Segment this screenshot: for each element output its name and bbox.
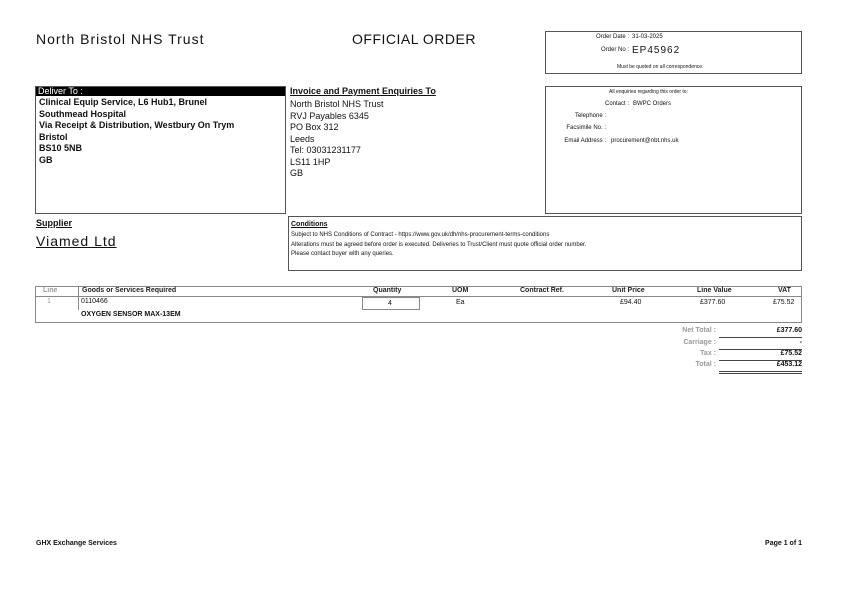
row-line-value: £377.60 (700, 299, 726, 306)
enquiries-box (545, 86, 802, 214)
col-header-uom: UOM (452, 287, 469, 294)
conditions-box (288, 216, 802, 271)
deliver-line: BS10 5NB (39, 143, 83, 153)
order-date-label: Order Date : (595, 34, 629, 40)
col-header-unit-price: Unit Price (612, 287, 645, 294)
trust-name: North Bristol NHS Trust (36, 31, 205, 47)
invoice-address (290, 99, 384, 180)
total-value: £453.12 (776, 361, 802, 368)
invoice-line: LS11 1HP (290, 156, 331, 167)
conditions-line: Please contact buyer with any queries. (291, 251, 394, 257)
deliver-to-box (35, 86, 286, 214)
invoice-line: Leeds (290, 133, 315, 144)
order-info-box (545, 31, 802, 74)
invoice-line: RVJ Payables 6345 (290, 110, 369, 121)
totals-double-underline (719, 373, 802, 374)
facsimile-label: Facsimile No. : (566, 125, 606, 131)
row-uom: Ea (456, 299, 465, 306)
footer-page-number: Page 1 of 1 (765, 540, 802, 547)
col-header-goods: Goods or Services Required (82, 287, 177, 294)
col-header-vat: VAT (778, 287, 791, 294)
conditions-text (291, 231, 586, 260)
email-value: procurement@nbt.nhs.uk (611, 138, 679, 144)
contact-label: Contact : (604, 101, 629, 107)
footer-left: GHX Exchange Services (36, 540, 117, 547)
invoice-line: PO Box 312 (290, 122, 339, 132)
enquiries-note: All enquiries regarding this order to: (609, 89, 688, 95)
totals-underline (719, 337, 802, 338)
deliver-line: Via Receipt & Distribution, Westbury On Trym (39, 120, 235, 130)
document-title: OFFICIAL ORDER (352, 31, 476, 47)
deliver-line: Clinical Equip Service, L6 Hub1, Brunel (39, 97, 208, 107)
col-header-line-value: Line Value (697, 287, 732, 294)
row-item-description: OXYGEN SENSOR MAX-13EM (81, 311, 181, 318)
carriage-label: Carriage : (683, 339, 716, 346)
row-item-code: 0110466 (81, 298, 108, 305)
telephone-label: Telephone : (574, 113, 606, 119)
invoice-heading: Invoice and Payment Enquiries To (290, 86, 436, 96)
row-unit-price: £94.40 (620, 299, 642, 306)
col-header-contract-ref: Contract Ref. (520, 287, 564, 294)
deliver-address (39, 97, 234, 166)
tax-value: £75.52 (780, 350, 802, 357)
conditions-line: Alterations must be agreed before order is executed. Deliveries to Trust/Client must quote official order number. (291, 241, 587, 248)
table-col-divider (78, 286, 79, 296)
totals-underline (719, 371, 802, 372)
col-header-quantity: Quantity (373, 287, 402, 294)
supplier-heading: Supplier (36, 218, 73, 228)
deliver-line: Bristol (39, 131, 68, 142)
conditions-line: Subject to NHS Conditions of Contract - https://www.gov.uk/dh/nhs-procurement-terms-conditions (291, 232, 550, 238)
row-quantity: 4 (388, 300, 392, 307)
deliver-line: Southmead Hospital (39, 108, 127, 119)
net-total-value: £377.60 (776, 327, 802, 334)
invoice-line: GB (290, 168, 304, 178)
tax-label: Tax : (700, 350, 716, 357)
supplier-name: Viamed Ltd (36, 233, 117, 249)
quantity-cell (362, 297, 420, 310)
order-no-value: EP45962 (632, 45, 681, 56)
row-vat: £75.52 (773, 299, 795, 306)
row-col-divider (78, 297, 79, 310)
invoice-line: Tel: 03031231177 (290, 145, 361, 155)
email-label: Email Address : (564, 138, 606, 144)
contact-value: BWPC Orders (633, 101, 672, 107)
col-header-line: Line (43, 287, 58, 294)
order-date-value: 31-03-2025 (632, 34, 663, 40)
total-label: Total : (695, 361, 716, 368)
carriage-value: - (799, 339, 802, 346)
deliver-line: GB (39, 154, 53, 165)
conditions-heading: Conditions (291, 221, 328, 228)
invoice-line: North Bristol NHS Trust (290, 99, 384, 109)
net-total-label: Net Total : (682, 327, 716, 334)
deliver-heading: Deliver To : (38, 86, 83, 96)
row-line-number: 1 (47, 298, 51, 305)
order-no-label: Order No : (600, 47, 629, 53)
quote-note: Must be quoted on all correspondence. (617, 64, 704, 70)
